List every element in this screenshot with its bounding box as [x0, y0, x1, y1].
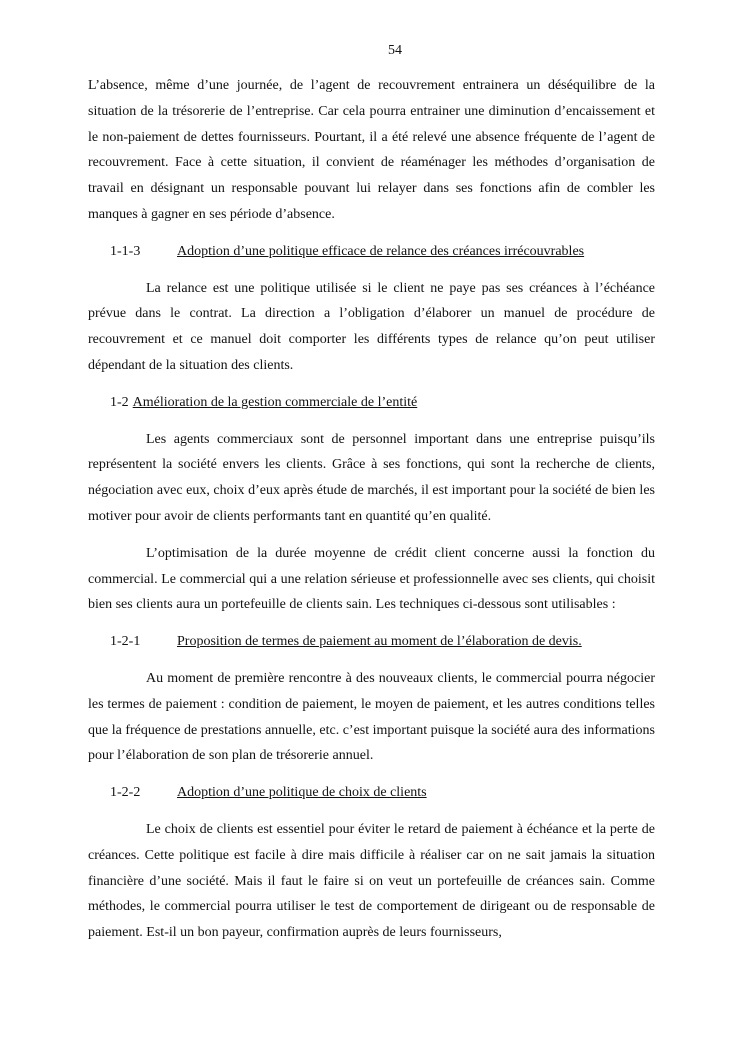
heading-number: 1-2-1	[110, 634, 141, 650]
section-heading-1-2	[88, 390, 655, 416]
heading-title: Proposition de termes de paiement au moment de l’élaboration de devis.	[177, 634, 582, 650]
section-heading-1-1-3	[88, 239, 655, 265]
heading-number: 1-2	[110, 394, 129, 410]
paragraph: Le choix de clients est essentiel pour éviter le retard de paiement à échéance et la perte de créances. Cette politique est facile à dire mais difficile à réaliser car on ne sait jamais la situation financière d’une société. Mais il faut le faire si on veut un portefeuille de créances sain. Comme méthodes, le commercial pourra utiliser le test de comportement de dirigeant ou de responsable de paiement. Est-il un bon payeur, confirmation auprès de leurs fournisseurs,	[88, 821, 655, 941]
heading-title: Adoption d’une politique de choix de clients	[177, 785, 427, 801]
section-heading-1-2-2	[88, 780, 655, 806]
paragraph: La relance est une politique utilisée si le client ne paye pas ses créances à l’échéance prévue dans le contrat. La direction a l’obligation d’élaborer un manuel de procédure de recouvrement et ce manuel doit comporter les différents types de relance qu’on peut utiliser dépendant de la situation des clients.	[88, 280, 655, 373]
heading-title: Adoption d’une politique efficace de relance des créances irrécouvrables	[177, 243, 585, 259]
page-number: 54	[388, 43, 402, 58]
paragraph: L’optimisation de la durée moyenne de crédit client concerne aussi la fonction du commercial. Le commercial qui a une relation sérieuse et professionnelle avec ses clients, qui choisit bien ses clients aura un portefeuille de clients sain. Les techniques ci-dessous sont utilisables :	[88, 545, 655, 613]
heading-number: 1-2-2	[110, 785, 141, 801]
paragraph: Au moment de première rencontre à des nouveaux clients, le commercial pourra négocier les termes de paiement : condition de paiement, le moyen de paiement, et les autres conditions telles que la fréquence de prestations annuelle, etc. c’est important puisque la société aura des informations pour l’élaboration de son plan de trésorerie annuel.	[88, 670, 655, 764]
heading-number: 1-1-3	[110, 243, 141, 259]
heading-title: Amélioration de la gestion commerciale de l’entité	[132, 394, 418, 410]
page-content	[88, 73, 655, 957]
paragraph: L’absence, même d’une journée, de l’agent de recouvrement entrainera un déséquilibre de la situation de la trésorerie de l’entreprise. Car cela pourra entrainer une diminution d’encaissement et le non-paiement de dettes fournisseurs. Pourtant, il a été relevé une absence fréquente de l’agent de recouvrement. Face à cette situation, il convient de réaménager les méthodes d’organisation de travail en désignant un responsable pouvant lui relayer dans ses fonctions afin de combler les manques à gagner en ses période d’absence.	[88, 78, 655, 222]
paragraph: Les agents commerciaux sont de personnel important dans une entreprise puisqu’ils représentent la société envers les clients. Grâce à ses fonctions, qui sont la recherche de clients, négociation avec eux, choix d’eux après étude de marchés, il est important pour la société de bien les motiver pour avoir de clients performants tant en quantité qu’en qualité.	[88, 431, 655, 524]
section-heading-1-2-1	[88, 629, 655, 655]
